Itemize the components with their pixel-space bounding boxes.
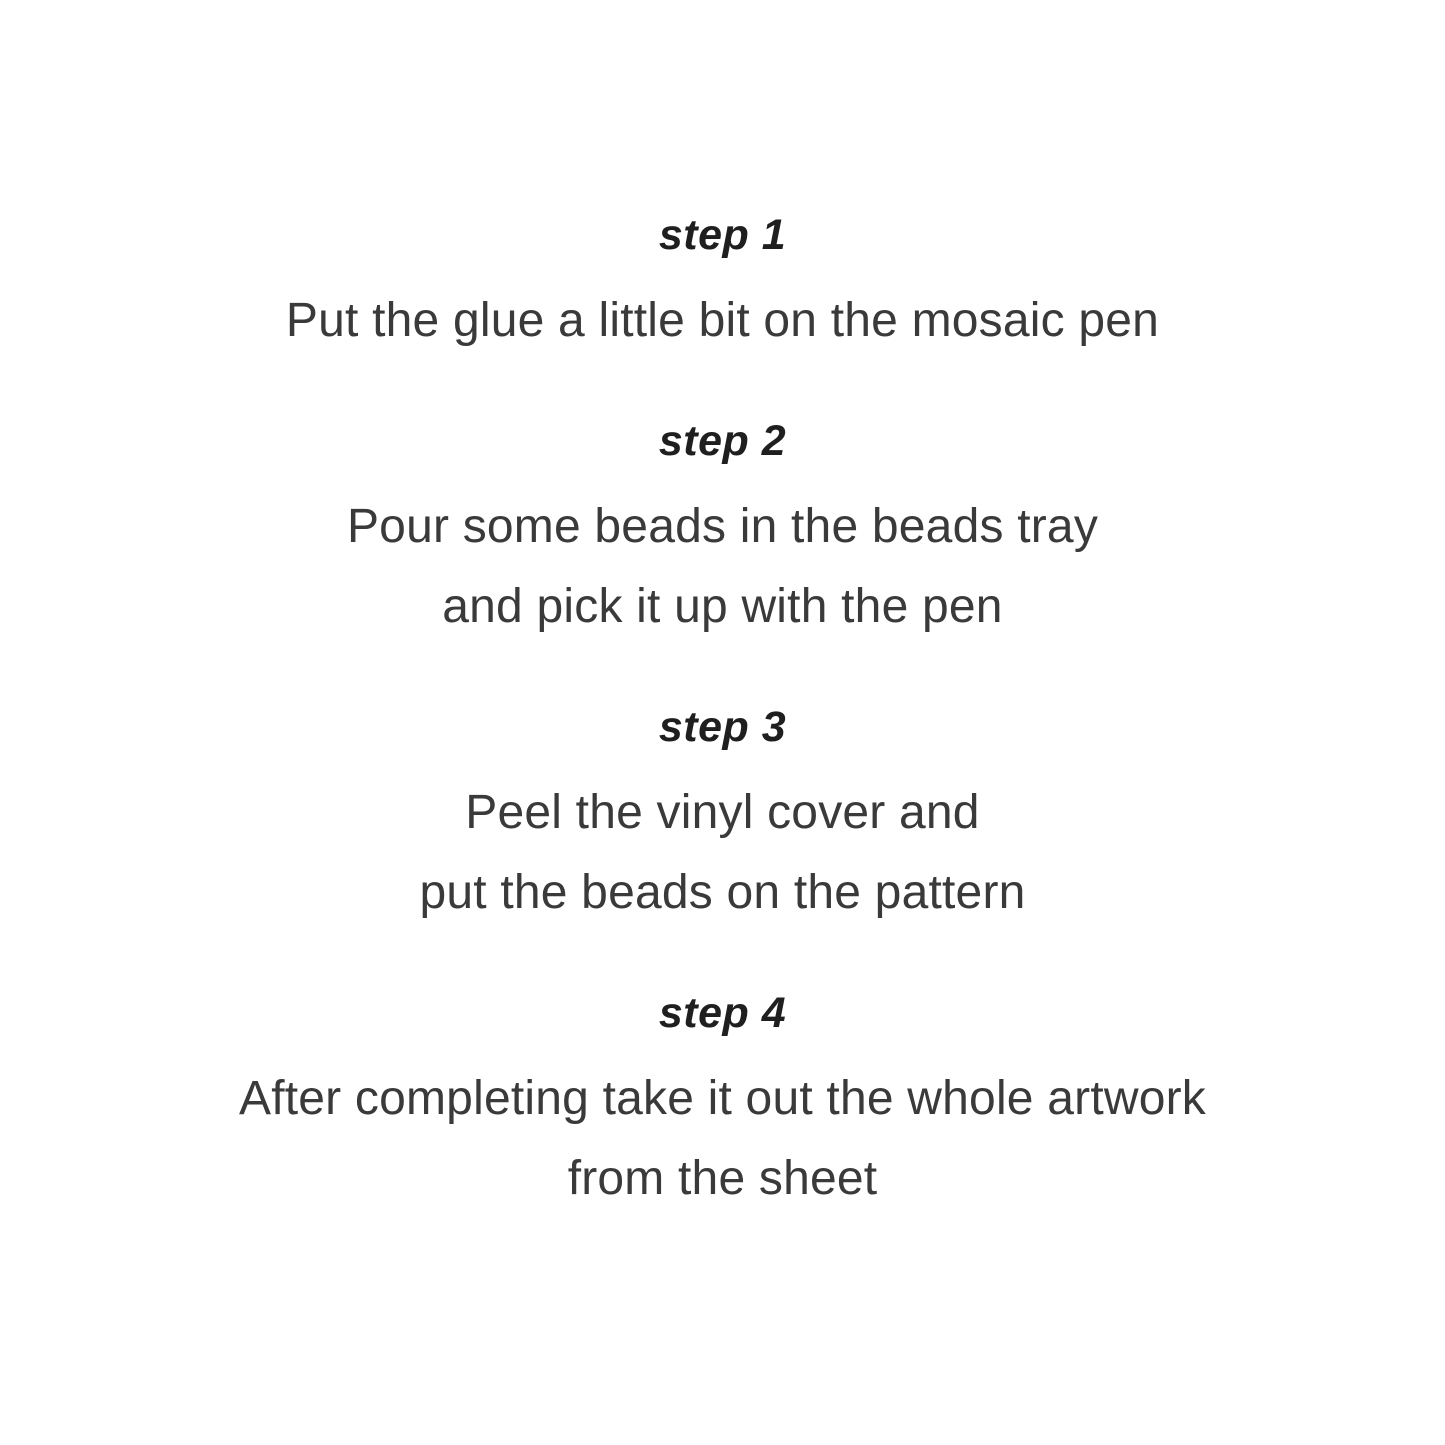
- step-3-text: [419, 773, 1025, 933]
- steps-list: [0, 205, 1445, 1269]
- step-4-line-2: from the sheet: [567, 1152, 878, 1205]
- step-2-line-1: Pour some beads in the beads tray: [346, 500, 1099, 553]
- step-2-heading: step 2: [658, 417, 787, 465]
- step-4-text: [239, 1059, 1206, 1219]
- step-1-line-1: Put the glue a little bit on the mosaic pen: [285, 294, 1160, 347]
- step-4-heading: step 4: [658, 989, 787, 1037]
- step-4-line-1: After completing take it out the whole artwork: [239, 1072, 1206, 1125]
- step-2-text: [347, 487, 1098, 647]
- step-3-line-2: put the beads on the pattern: [419, 866, 1026, 919]
- step-2-line-2: and pick it up with the pen: [442, 580, 1003, 633]
- step-3-block: [419, 697, 1025, 933]
- step-4-block: [239, 983, 1206, 1219]
- step-2-block: [347, 411, 1098, 647]
- step-3-heading: step 3: [658, 703, 787, 751]
- step-3-line-1: Peel the vinyl cover and: [465, 786, 980, 839]
- step-1-text: [286, 281, 1159, 361]
- step-1-heading: step 1: [658, 211, 787, 259]
- step-1-block: [286, 205, 1159, 361]
